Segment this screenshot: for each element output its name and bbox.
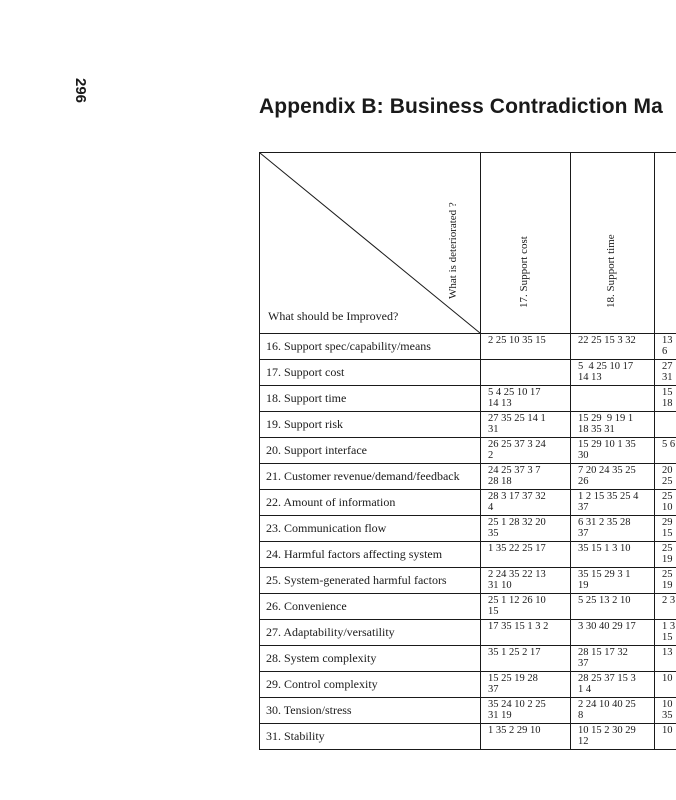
grid-hline <box>259 385 676 386</box>
grid-vline <box>654 152 655 749</box>
cell-line: 20 <box>662 465 673 476</box>
matrix-cell <box>578 491 638 513</box>
matrix-cell <box>662 465 673 487</box>
cell-line: 18 35 31 <box>578 424 615 435</box>
grid-vline <box>570 152 571 749</box>
matrix-cell <box>488 517 546 539</box>
grid-hline <box>259 723 676 724</box>
matrix-cell <box>488 465 541 487</box>
matrix-cell <box>578 621 636 632</box>
matrix-cell <box>662 673 673 684</box>
matrix-cell <box>578 413 633 435</box>
cell-line: 25 1 12 26 10 <box>488 595 546 606</box>
row-label: 21. Customer revenue/demand/feedback <box>266 469 460 483</box>
matrix-cell <box>578 569 631 591</box>
grid-hline <box>259 671 676 672</box>
cell-line: 35 1 25 2 17 <box>488 647 541 658</box>
matrix-cell <box>488 439 546 461</box>
cell-line: 10 <box>662 699 673 710</box>
cell-line: 31 <box>662 372 673 383</box>
cell-line: 6 <box>662 346 668 357</box>
cell-line: 10 <box>662 725 673 736</box>
grid-hline <box>259 697 676 698</box>
cell-line: 25 <box>662 569 673 580</box>
cell-line: 15 29 9 19 1 <box>578 413 634 424</box>
cell-line: 4 <box>488 502 494 513</box>
cell-line: 5 25 13 2 10 <box>578 595 631 606</box>
cell-line: 26 25 37 3 24 <box>488 439 546 450</box>
column-header: 18. Support time <box>605 234 617 308</box>
cell-line: 14 13 <box>578 372 602 383</box>
cell-line: 17 35 15 1 3 2 <box>488 621 549 632</box>
matrix-cell <box>488 413 546 435</box>
grid-vline <box>259 152 260 749</box>
cell-line: 15 <box>662 387 673 398</box>
cell-line: 15 <box>662 528 673 539</box>
matrix-cell <box>488 673 538 695</box>
matrix-cell <box>488 491 546 513</box>
cell-line: 10 15 2 30 29 <box>578 725 636 736</box>
row-label: 29. Control complexity <box>266 677 378 691</box>
cell-line: 30 <box>578 450 589 461</box>
matrix-cell <box>578 647 628 669</box>
cell-line: 19 <box>662 554 673 565</box>
cell-line: 18 <box>662 398 673 409</box>
page-number: 296 <box>72 78 89 104</box>
row-label: 20. Support interface <box>266 443 367 457</box>
cell-line: 28 15 17 32 <box>578 647 628 658</box>
matrix-cell <box>662 491 673 513</box>
cell-line: 10 <box>662 673 673 684</box>
row-label: 17. Support cost <box>266 365 345 379</box>
cell-line: 22 25 15 3 32 <box>578 335 636 346</box>
cell-line: 25 <box>662 476 673 487</box>
grid-hline <box>259 333 676 334</box>
cell-line: 2 24 10 40 25 <box>578 699 636 710</box>
cell-line: 10 <box>662 502 673 513</box>
matrix-cell <box>488 543 546 554</box>
contradiction-matrix <box>259 152 676 750</box>
matrix-cell <box>578 517 631 539</box>
cell-line: 15 <box>488 606 499 617</box>
cell-line: 29 <box>662 517 673 528</box>
cell-line: 19 <box>578 580 589 591</box>
matrix-cell <box>662 647 673 658</box>
corner-improve-label: What should be Improved? <box>268 309 399 323</box>
cell-line: 5 4 25 10 17 <box>488 387 541 398</box>
cell-line: 14 13 <box>488 398 512 409</box>
cell-line: 1 2 15 35 25 4 <box>578 491 639 502</box>
row-label: 24. Harmful factors affecting system <box>266 547 443 561</box>
grid-hline <box>259 437 676 438</box>
matrix-cell <box>578 335 636 346</box>
cell-line: 13 <box>662 335 673 346</box>
corner-deteriorated-label: What is deteriorated ? <box>447 202 459 299</box>
matrix-cell <box>662 595 675 606</box>
row-label: 22. Amount of information <box>266 495 396 509</box>
matrix-cell <box>578 725 636 747</box>
cell-line: 37 <box>578 528 589 539</box>
cell-line: 31 10 <box>488 580 512 591</box>
cell-line: 2 24 35 22 13 <box>488 569 546 580</box>
grid-hline <box>259 749 676 750</box>
matrix-cell <box>578 439 636 461</box>
cell-line: 37 <box>488 684 499 695</box>
cell-line: 35 15 1 3 10 <box>578 543 631 554</box>
row-label: 19. Support risk <box>266 417 344 431</box>
cell-line: 3 30 40 29 17 <box>578 621 636 632</box>
cell-line: 37 <box>578 502 589 513</box>
grid-vline <box>480 152 481 749</box>
grid-hline <box>259 645 676 646</box>
row-label: 30. Tension/stress <box>266 703 352 717</box>
matrix-cell <box>662 699 673 721</box>
grid-hline <box>259 567 676 568</box>
row-label: 27. Adaptability/versatility <box>266 625 395 639</box>
cell-line: 28 18 <box>488 476 512 487</box>
cell-line: 13 <box>662 647 673 658</box>
matrix-cell <box>662 439 675 450</box>
matrix-cell <box>488 725 541 736</box>
row-label: 16. Support spec/capability/means <box>266 339 431 353</box>
matrix-cell <box>488 335 546 346</box>
matrix-cell <box>662 621 675 643</box>
row-label: 23. Communication flow <box>266 521 387 535</box>
matrix-cell <box>578 361 633 383</box>
matrix-cell <box>488 387 541 409</box>
cell-line: 1 4 <box>578 684 592 695</box>
column-header: 17. Support cost <box>518 236 530 308</box>
cell-line: 15 <box>662 632 673 643</box>
cell-line: 1 35 2 29 10 <box>488 725 541 736</box>
cell-line: 8 <box>578 710 584 721</box>
cell-line: 6 31 2 35 28 <box>578 517 631 528</box>
matrix-cell <box>488 621 548 632</box>
cell-line: 1 3 <box>662 621 676 632</box>
grid-hline <box>259 489 676 490</box>
cell-line: 5 4 25 10 17 <box>578 361 634 372</box>
row-label: 28. System complexity <box>266 651 377 665</box>
cell-line: 28 25 37 15 3 <box>578 673 636 684</box>
grid-hline <box>259 619 676 620</box>
cell-line: 35 <box>488 528 499 539</box>
matrix-cell <box>578 465 636 487</box>
cell-line: 2 3 <box>662 595 676 606</box>
cell-line: 15 25 19 28 <box>488 673 538 684</box>
matrix-cell <box>488 699 546 721</box>
matrix-cell <box>578 595 631 606</box>
matrix-cell <box>488 647 541 658</box>
cell-line: 12 <box>578 736 589 747</box>
cell-line: 35 <box>662 710 673 721</box>
matrix-cell <box>662 387 673 409</box>
cell-line: 24 25 37 3 7 <box>488 465 541 476</box>
cell-line: 25 <box>662 491 673 502</box>
cell-line: 31 19 <box>488 710 512 721</box>
cell-line: 31 <box>488 424 499 435</box>
matrix-cell <box>662 569 673 591</box>
cell-line: 25 <box>662 543 673 554</box>
cell-line: 1 35 22 25 17 <box>488 543 546 554</box>
matrix-cell <box>662 543 673 565</box>
cell-line: 5 6 <box>662 439 676 450</box>
cell-line: 2 25 10 35 15 <box>488 335 546 346</box>
grid-hline <box>259 463 676 464</box>
cell-line: 15 29 10 1 35 <box>578 439 636 450</box>
cell-line: 26 <box>578 476 589 487</box>
cell-line: 27 <box>662 361 673 372</box>
matrix-cell <box>662 725 673 736</box>
grid-hline <box>259 593 676 594</box>
matrix-cell <box>578 543 631 554</box>
cell-line: 7 20 24 35 25 <box>578 465 636 476</box>
matrix-cell <box>578 699 636 721</box>
page-title: Appendix B: Business Contradiction Ma <box>259 95 663 118</box>
grid-hline <box>259 515 676 516</box>
cell-line: 27 35 25 14 1 <box>488 413 546 424</box>
matrix-cell <box>578 673 636 695</box>
grid-hline <box>259 152 676 153</box>
grid-hline <box>259 359 676 360</box>
matrix-cell <box>488 569 546 591</box>
row-label: 25. System-generated harmful factors <box>266 573 447 587</box>
cell-line: 37 <box>578 658 589 669</box>
grid-hline <box>259 411 676 412</box>
matrix-cell <box>488 595 546 617</box>
matrix-cell <box>662 361 673 383</box>
cell-line: 25 1 28 32 20 <box>488 517 546 528</box>
matrix-cell <box>662 335 673 357</box>
cell-line: 35 15 29 3 1 <box>578 569 631 580</box>
row-label: 26. Convenience <box>266 599 347 613</box>
cell-line: 19 <box>662 580 673 591</box>
cell-line: 2 <box>488 450 494 461</box>
row-label: 31. Stability <box>266 729 325 743</box>
grid-hline <box>259 541 676 542</box>
row-label: 18. Support time <box>266 391 347 405</box>
matrix-cell <box>662 517 673 539</box>
cell-line: 28 3 17 37 32 <box>488 491 546 502</box>
cell-line: 35 24 10 2 25 <box>488 699 546 710</box>
